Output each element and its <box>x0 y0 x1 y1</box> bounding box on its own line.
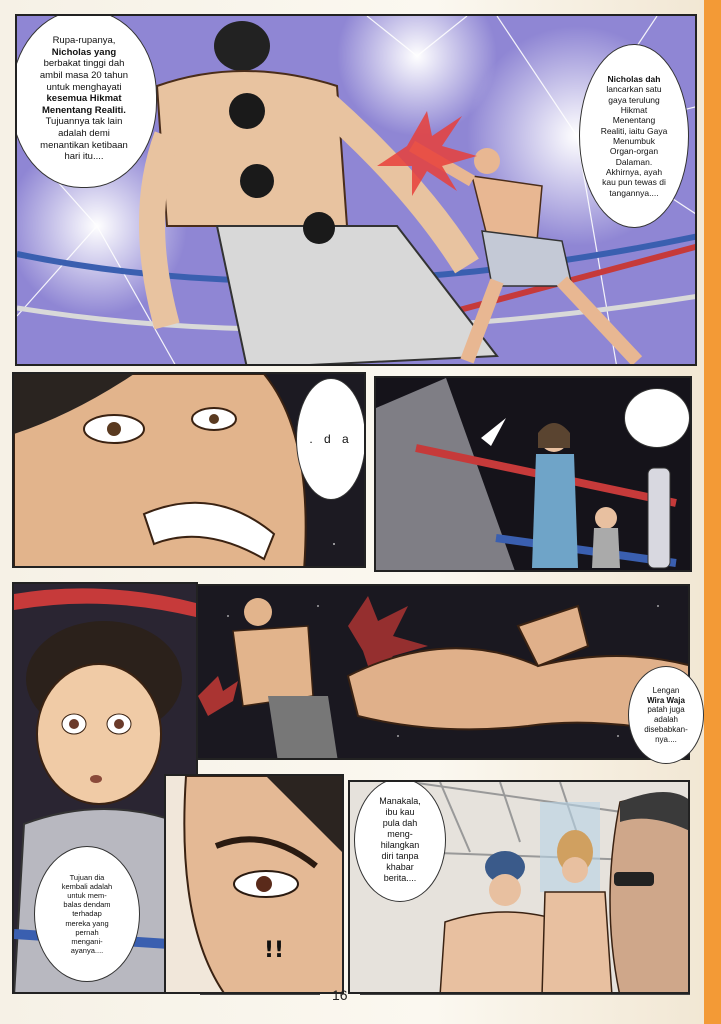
panel-1-fight-scene <box>15 14 697 366</box>
page-edge <box>704 0 721 1024</box>
page-rule-right <box>360 994 690 995</box>
page-rule-left <box>200 994 320 995</box>
caption-balloon-left: Rupa-rupanya, Nicholas yang berbakat tinggi dah ambil masa 20 tahun untuk menghayati kesemua Hikmat Menentang Realiti. Tujuannya tak lain adalah demi menantikan ketibaan hari itu.... <box>15 14 157 188</box>
panel-5-arm-broken <box>196 584 690 760</box>
speech-balloon-da: . d a <box>296 378 366 500</box>
panel-2-closeup-face <box>12 372 366 568</box>
sfx-exclamation: !! <box>264 938 285 963</box>
child-figure <box>592 507 620 568</box>
panel-3-ringside <box>374 376 692 572</box>
panel-6-eye-closeup <box>164 774 344 994</box>
panel-7-young-men <box>348 780 690 994</box>
caption-balloon-child: Tujuan dia kembali adalah untuk mem- balas dendam terhadap mereka yang pernah mengani- ayanya.... <box>34 846 140 982</box>
eye-closeup-illustration <box>166 776 344 994</box>
caption-balloon-mother: Manakala, ibu kau pula dah meng- hilangkan diri tanpa khabar berita.... <box>354 780 446 902</box>
arm-break-illustration <box>198 586 690 760</box>
man-closeup-right <box>610 792 690 994</box>
caption-balloon-right: Nicholas dah lancarkan satu gaya terulung Hikmat Menentang Realiti, iaitu Gaya Menumbuk Organ-organ Dalaman. Akhirnya, ayah kau pun tewas di tangannya.... <box>579 44 689 228</box>
caption-balloon-arm: Lengan Wira Waja patah juga adalah disebabkan- nya.... <box>628 666 704 764</box>
empty-speech-balloon <box>624 388 690 448</box>
page-number: 16 <box>332 987 348 1003</box>
